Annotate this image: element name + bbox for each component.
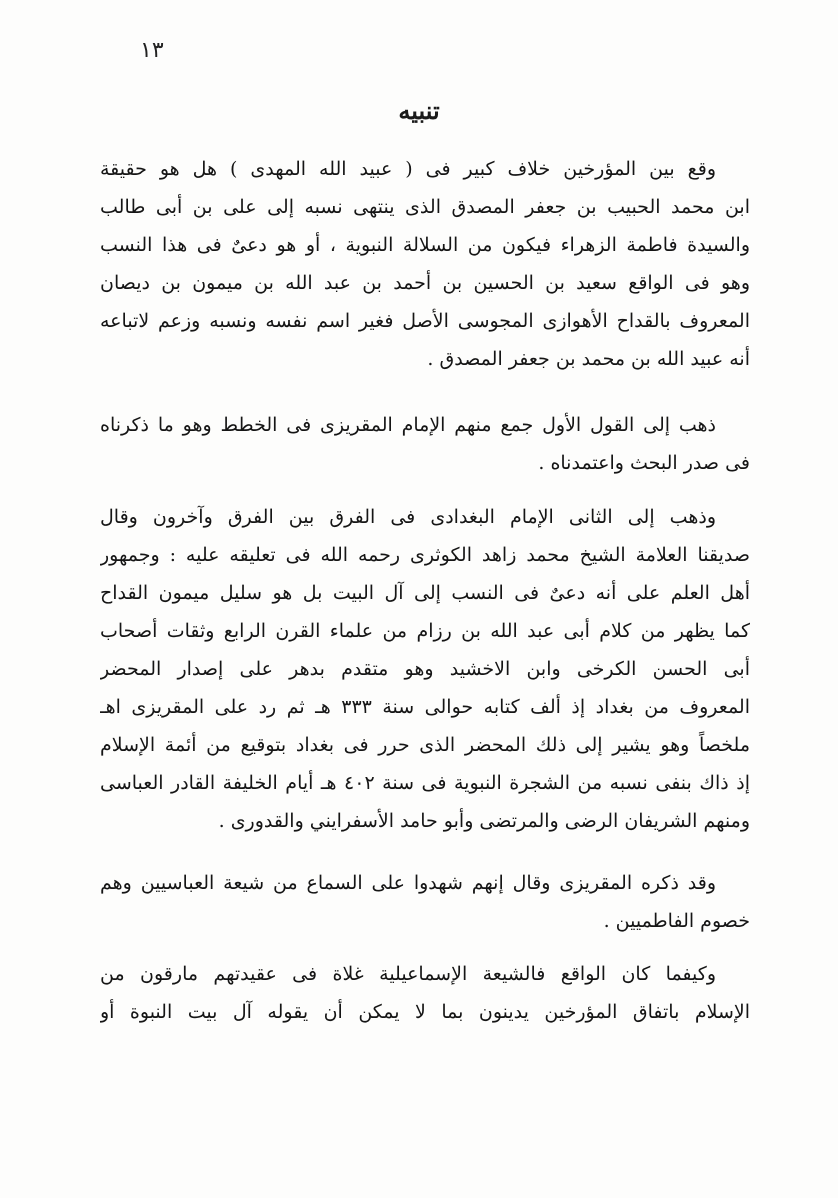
text-line: ابن محمد الحبيب بن جعفر المصدق الذى ينتهى نسبه إلى على بن أبى طالب bbox=[100, 196, 750, 218]
paragraph-1 bbox=[100, 150, 750, 378]
text-line: وقع بين المؤرخين خلاف كبير فى ( عبيد الله المهدى ) هل هو حقيقة bbox=[100, 158, 716, 180]
text-line: أنه عبيد الله بن محمد بن جعفر المصدق . bbox=[427, 348, 750, 370]
text-line: ذهب إلى القول الأول جمع منهم الإمام المقريزى فى الخطط وهو ما ذكرناه bbox=[100, 414, 716, 436]
text-line: ومنهم الشريفان الرضى والمرتضى وأبو حامد الأسفرايني والقدورى . bbox=[218, 810, 750, 832]
text-line: وقد ذكره المقريزى وقال إنهم شهدوا على السماع من شيعة العباسيين وهم bbox=[100, 872, 716, 894]
text-line: والسيدة فاطمة الزهراء فيكون من السلالة النبوية ، أو هو دعىٌ فى هذا النسب bbox=[100, 234, 750, 256]
section-heading: تنبيه bbox=[398, 96, 440, 125]
text-line: أبى الحسن الكرخى وابن الاخشيد وهو متقدم بدهر على إصدار المحضر bbox=[100, 658, 750, 680]
text-line: وكيفما كان الواقع فالشيعة الإسماعيلية غلاة فى عقيدتهم مارقون من bbox=[100, 963, 716, 985]
text-line: فى صدر البحث واعتمدناه . bbox=[538, 452, 750, 474]
text-line: خصوم الفاطميين . bbox=[603, 910, 750, 932]
text-line: المعروف بالقداح الأهوازى المجوسى الأصل فغير اسم نفسه ونسبه وزعم لاتباعه bbox=[100, 310, 750, 332]
text-line: وهو فى الواقع سعيد بن الحسين بن أحمد بن عبد الله بن ميمون بن ديصان bbox=[100, 272, 750, 294]
paragraph-2 bbox=[100, 406, 750, 482]
text-line: الإسلام باتفاق المؤرخين يدينون بما لا يمكن أن يقوله آل بيت النبوة أو bbox=[100, 1001, 750, 1023]
text-line: المعروف من بغداد إذ ألف كتابه حوالى سنة ٣٣٣ هـ ثم رد على المقريزى اهـ bbox=[100, 696, 750, 718]
text-line: ملخصاً وهو يشير إلى ذلك المحضر الذى حرر فى بغداد بتوقيع من أئمة الإسلام bbox=[100, 734, 750, 756]
paragraph-4 bbox=[100, 864, 750, 940]
paragraph-5 bbox=[100, 955, 750, 1031]
text-line: وذهب إلى الثانى الإمام البغدادى فى الفرق بين الفرق وآخرون وقال bbox=[100, 506, 716, 528]
text-line: صديقنا العلامة الشيخ محمد زاهد الكوثرى رحمه الله فى تعليقه عليه : وجمهور bbox=[100, 544, 750, 566]
text-line: كما يظهر من كلام أبى عبد الله بن رزام من علماء القرن الرابع وثقات أصحاب bbox=[100, 620, 750, 642]
text-line: أهل العلم على أنه دعىٌ فى النسب إلى آل البيت بل هو سليل ميمون القداح bbox=[100, 582, 750, 604]
page-number: ١٣ bbox=[140, 38, 164, 63]
paragraph-3 bbox=[100, 498, 750, 840]
text-line: إذ ذاك بنفى نسبه من الشجرة النبوية فى سنة ٤٠٢ هـ أيام الخليفة القادر العباسى bbox=[100, 772, 750, 794]
